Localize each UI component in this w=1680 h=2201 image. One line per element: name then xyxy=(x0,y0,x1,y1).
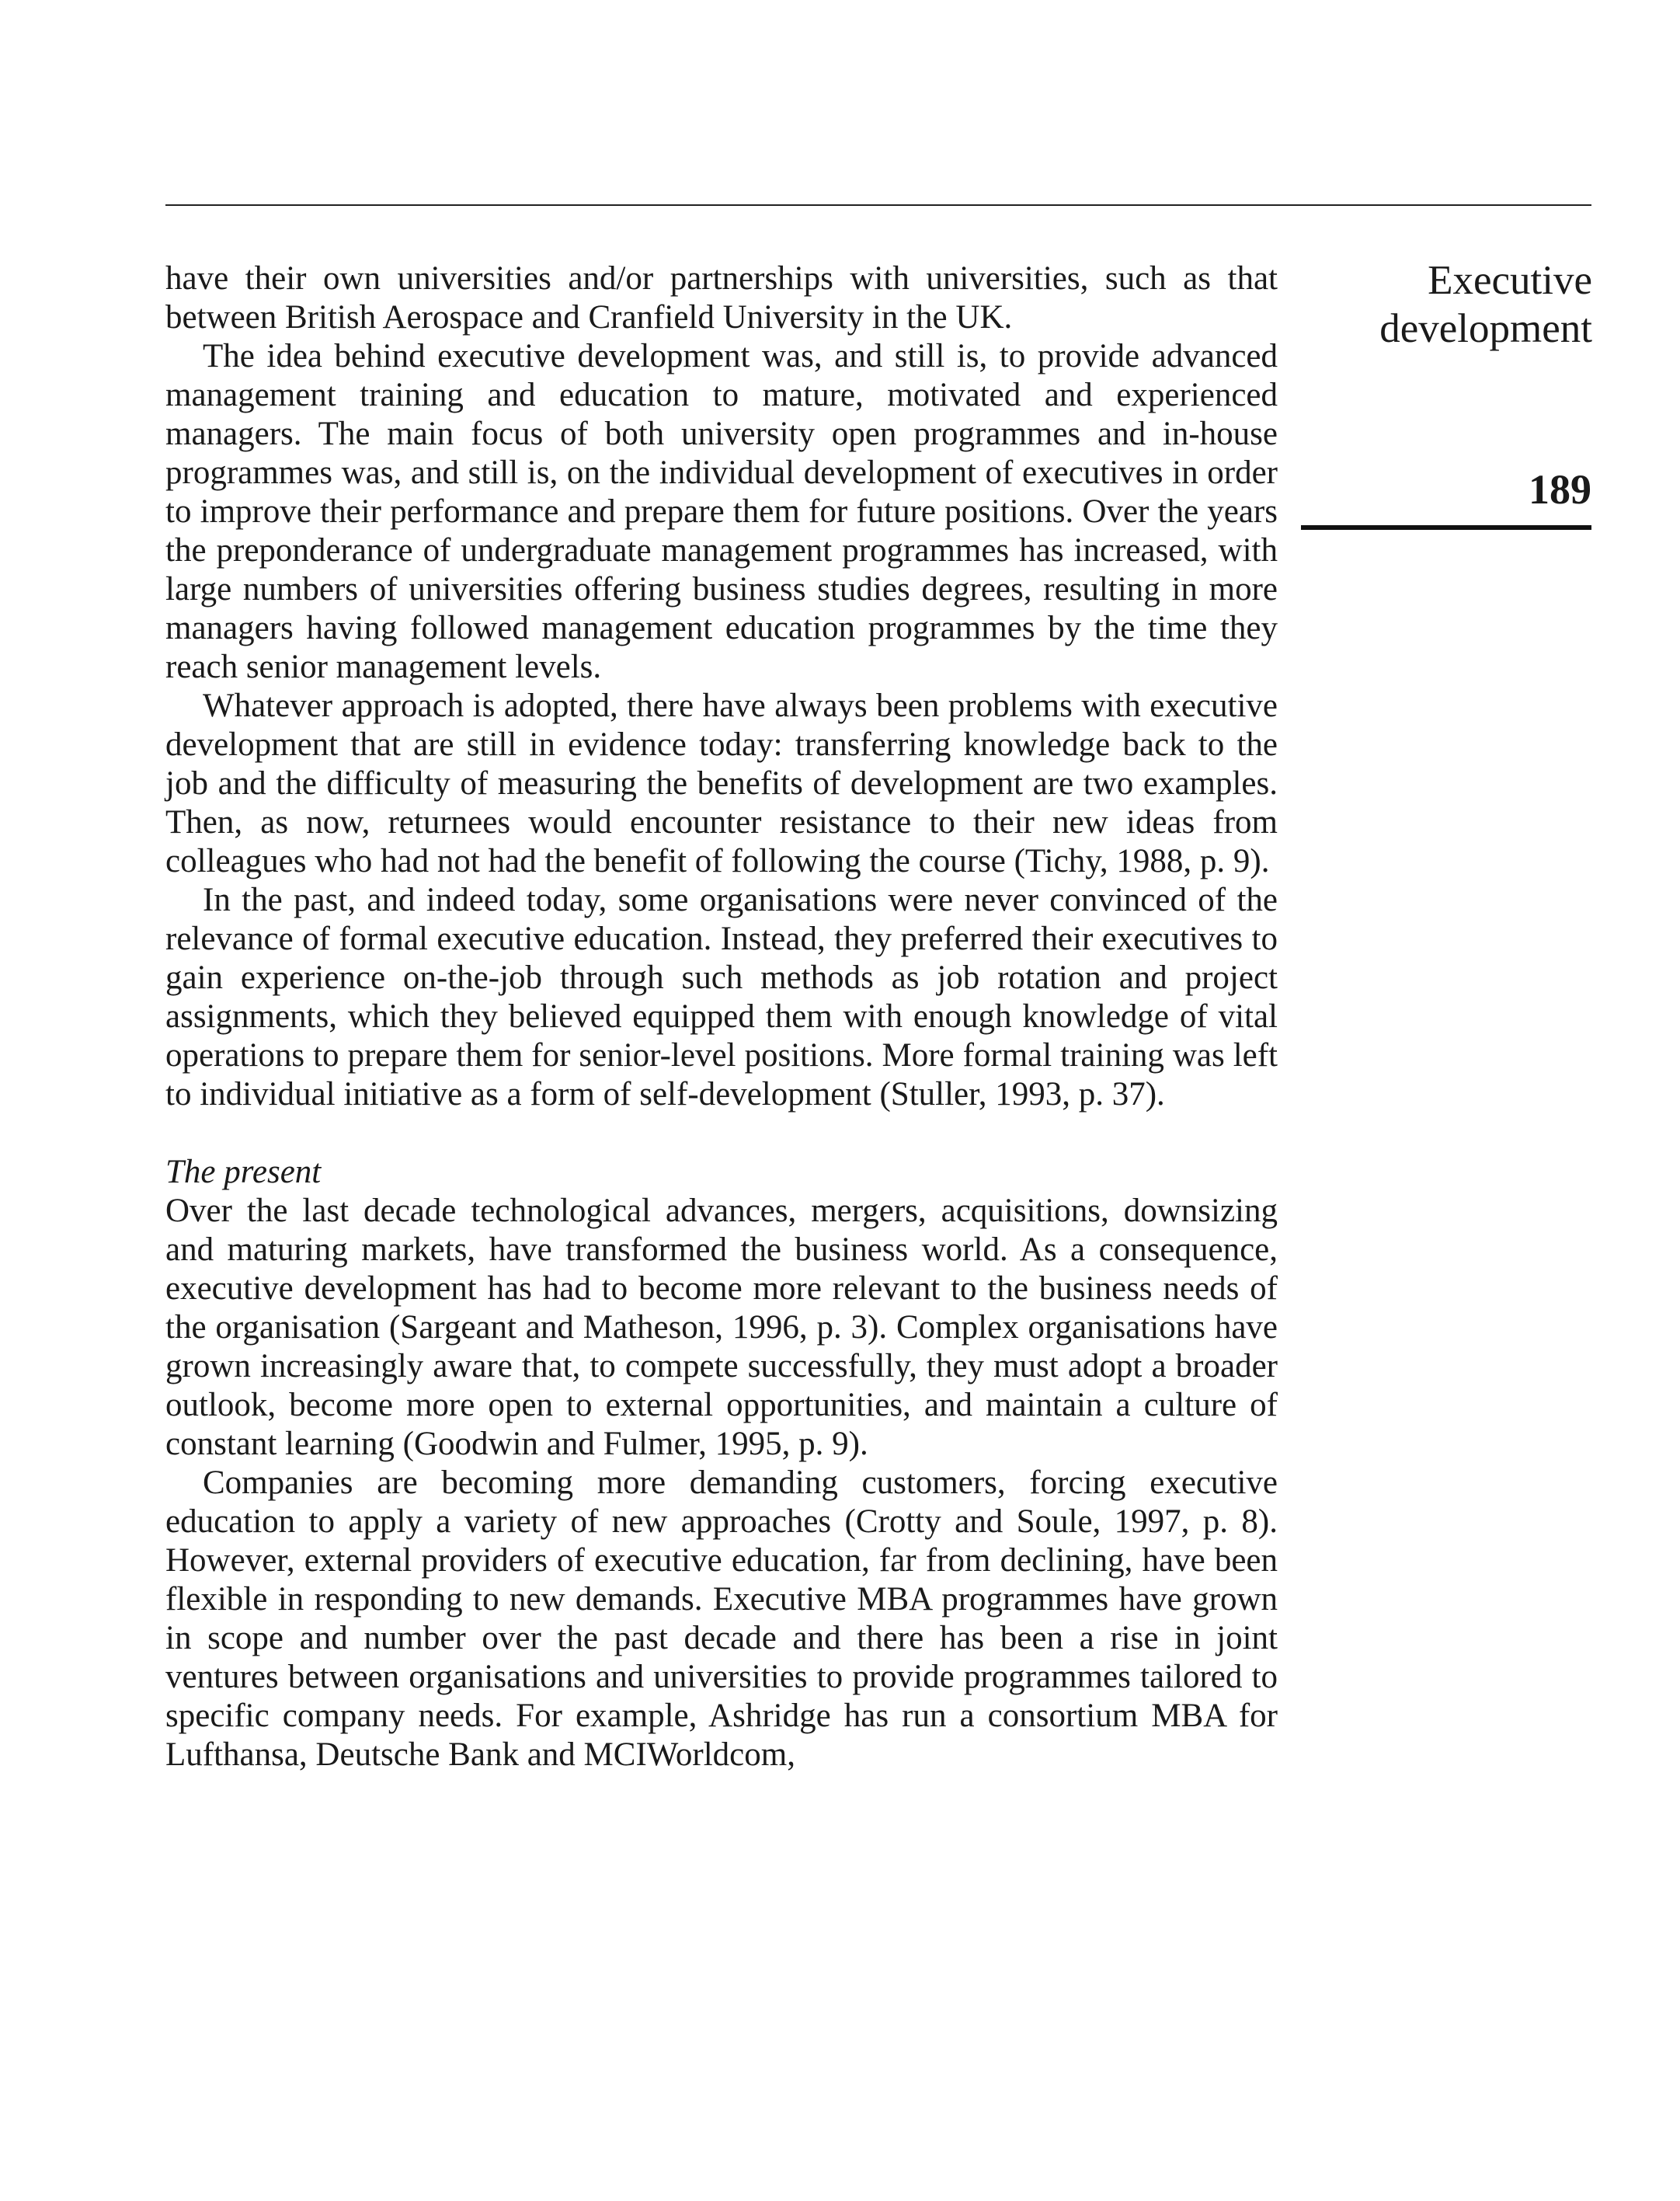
main-text-column xyxy=(165,259,1278,1774)
header-rule xyxy=(165,204,1591,206)
page-number: 189 xyxy=(1529,466,1591,513)
running-head xyxy=(1282,256,1592,353)
paragraph: Over the last decade technological advances, mergers, acquisitions, downsizing and maturing markets, have transformed the business world. As a consequence, executive development has had to become more relevant to the business needs of the organisation (Sargeant and Matheson, 1996, p. 3). Complex organisations have grown increasingly aware that, to compete successfully, they must adopt a broader outlook, become more open to external opportunities, and maintain a culture of constant learning (Goodwin and Fulmer, 1995, p. 9). xyxy=(165,1193,1278,1462)
running-head-line-2: development xyxy=(1379,306,1592,351)
paragraph: Whatever approach is adopted, there have always been problems with executive development that are still in evidence today: transferring knowledge back to the job and the difficulty of measuring the benefits of development are two examples. Then, as now, returnees would encounter resistance to their new ideas from colleagues who had not had the benefit of following the course (Tichy, 1988, p. 9). xyxy=(165,688,1278,879)
page-number-rule xyxy=(1301,525,1591,530)
paragraph: The idea behind executive development was, and still is, to provide advanced management training and education to mature, motivated and experienced managers. The main focus of both university open programmes and in-house programmes was, and still is, on the individual development of executives in order to improve their performance and prepare them for future positions. Over the years the preponderance of undergraduate management programmes has increased, with large numbers of universities offering business studies degrees, resulting in more managers having followed management education programmes by the time they reach senior management levels. xyxy=(165,338,1278,685)
section-heading: The present xyxy=(165,1154,322,1190)
paragraph: In the past, and indeed today, some organisations were never convinced of the relevance of formal executive education. Instead, they preferred their executives to gain experience on-the-job through such methods as job rotation and project assignments, which they believed equipped them with enough knowledge of vital operations to prepare them for senior-level positions. More formal training was left to individual initiative as a form of self-development (Stuller, 1993, p. 37). xyxy=(165,882,1278,1113)
paragraph: Companies are becoming more demanding customers, forcing executive education to apply a variety of new approaches (Crotty and Soule, 1997, p. 8). However, external providers of executive education, far from declining, have been flexible in responding to new demands. Executive MBA programmes have grown in scope and number over the past decade and there has been a rise in joint ventures between organisations and universities to provide programmes tailored to specific company needs. For example, Ashridge has run a consortium MBA for Lufthansa, Deutsche Bank and MCIWorldcom, xyxy=(165,1464,1278,1773)
running-head-line-1: Executive xyxy=(1428,258,1592,303)
paragraph-continuation: have their own universities and/or partnerships with universities, such as that between British Aerospace and Cranfield University in the UK. xyxy=(165,260,1278,336)
